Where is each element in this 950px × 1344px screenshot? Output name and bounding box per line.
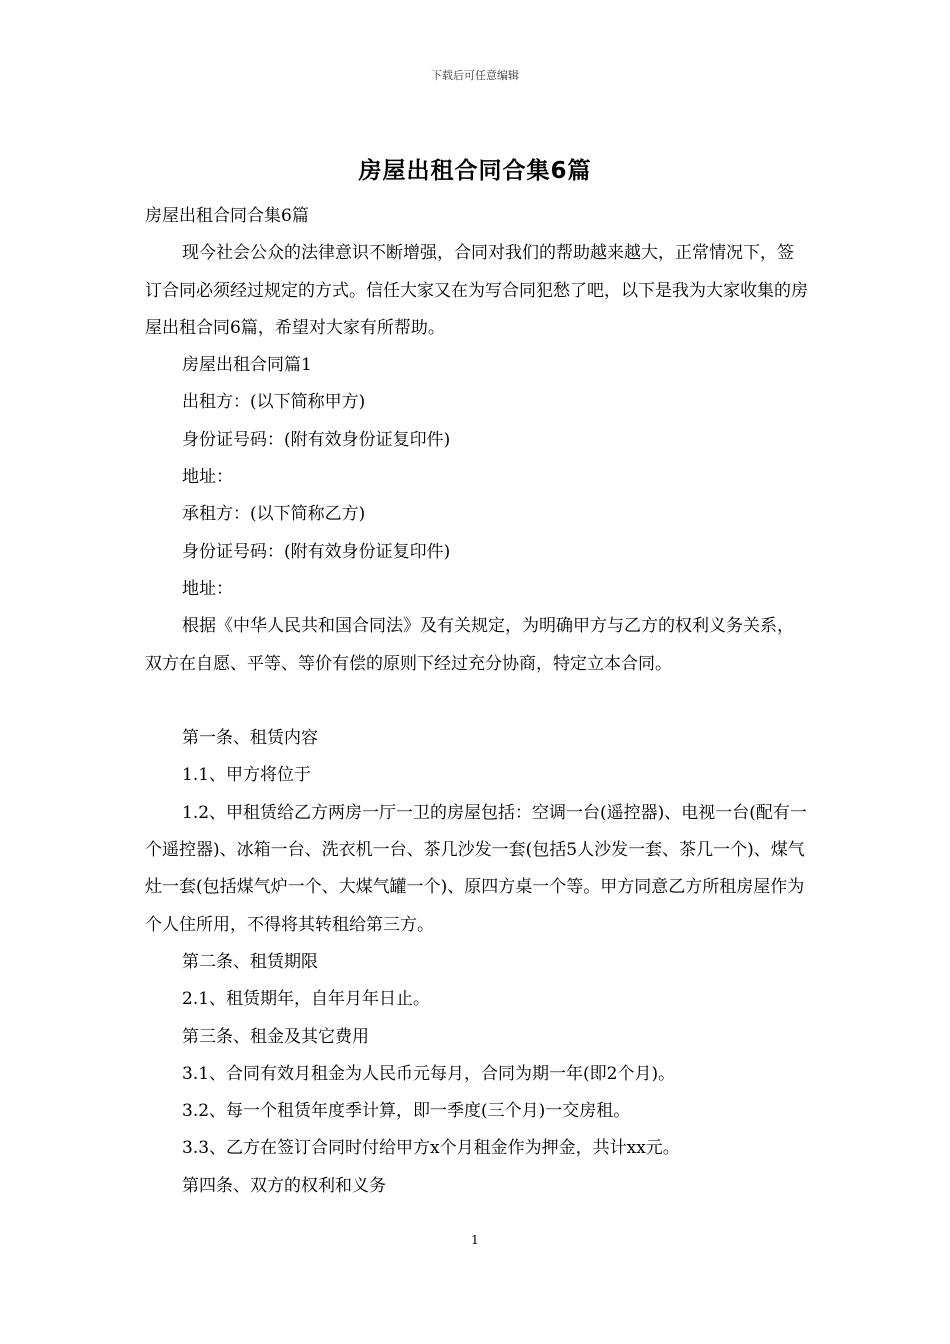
paragraph-article-4: 第四条、双方的权利和义务 [182,1175,386,1196]
paragraph-lessor-id: 身份证号码：(附有效身份证复印件) [182,429,451,450]
document-title: 房屋出租合同合集6篇 [358,158,592,184]
paragraph-preamble: 根据《中华人民共和国合同法》及有关规定，为明确甲方与乙方的权利义务关系，双方在自愿、平等、等价有偿的原则下经过充分协商，特定立本合同。 [145,616,794,674]
page-number: 1 [471,1233,479,1247]
page-header: 下载后可任意编辑 [431,69,519,82]
paragraph-spacer [145,683,810,720]
paragraph-lessee-id: 身份证号码：(附有效身份证复印件) [182,541,451,562]
paragraph-clause-2-1: 2.1、租赁期年，自年月年日止。 [182,989,431,1010]
paragraph-subtitle: 房屋出租合同合集6篇 [145,206,309,226]
paragraph-intro: 现今社会公众的法律意识不断增强，合同对我们的帮助越来越大，正常情况下，签订合同必须经过规定的方式。信任大家又在为写合同犯愁了吧，以下是我为大家收集的房屋出租合同6篇，希望对大家有所帮助。 [145,243,808,338]
paragraph-article-1: 第一条、租赁内容 [182,728,318,749]
paragraph-clause-3-2: 3.2、每一个租赁年度季计算，即一季度(三个月)一交房租。 [182,1101,631,1122]
paragraph-contract-heading: 房屋出租合同篇1 [182,355,312,376]
paragraph-clause-1-1: 1.1、甲方将位于 [182,765,312,786]
paragraph-article-2: 第二条、租赁期限 [182,951,318,972]
paragraph-clause-3-1: 3.1、合同有效月租金为人民币元每月，合同为期一年(即2个月)。 [182,1063,676,1084]
paragraph-lessor: 出租方：(以下简称甲方) [182,392,366,413]
paragraph-article-3: 第三条、租金及其它费用 [182,1026,369,1047]
paragraph-lessor-address: 地址： [182,467,233,488]
paragraph-lessee: 承租方：(以下简称乙方) [182,504,366,525]
paragraph-clause-1-2: 1.2、甲租赁给乙方两房一厅一卫的房屋包括：空调一台(遥控器)、电视一台(配有一个遥控器)、冰箱一台、洗衣机一台、茶几沙发一套(包括5人沙发一套、茶几一个)、煤气灶一套(包括煤气炉一个、大煤气罐一个)、原四方桌一个等。甲方同意乙方所租房屋作为个人住所用，不得将其转租给第三方。 [145,802,807,935]
paragraph-lessee-address: 地址： [182,578,233,599]
document-body [145,198,810,1205]
paragraph-clause-3-3: 3.3、乙方在签订合同时付给甲方x个月租金作为押金，共计xx元。 [182,1138,680,1159]
